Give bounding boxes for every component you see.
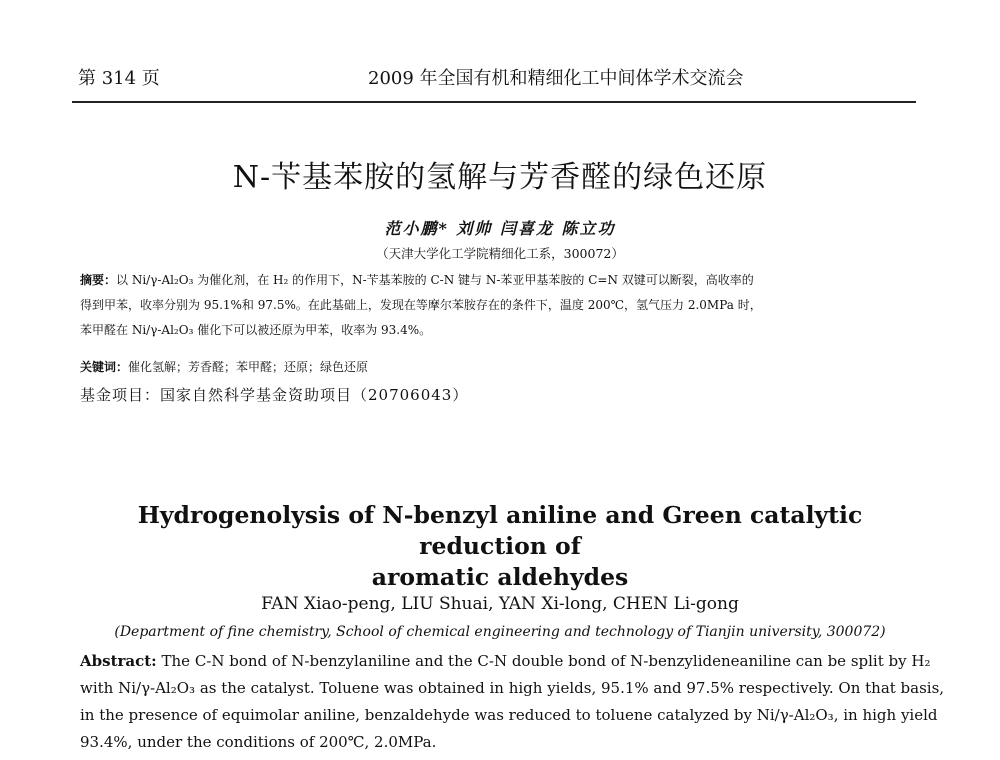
- chinese-abstract-label: 摘要：: [80, 273, 117, 287]
- chinese-abstract-line: 得到甲苯，收率分别为 95.1%和 97.5%。在此基础上，发现在等摩尔苯胺存在的条件下，温度 200℃，氢气压力 2.0MPa 时，: [80, 298, 762, 312]
- chinese-abstract-line: 摘要：以 Ni/γ-Al₂O₃ 为催化剂，在 H₂ 的作用下，N-苄基苯胺的 C-N 键与 N-苯亚甲基苯胺的 C=N 双键可以断裂，高收率的: [80, 273, 754, 287]
- english-affiliation: (Department of fine chemistry, School of chemical engineering and technology of Tianjin university, 300072): [114, 624, 886, 640]
- chinese-title: N-苄基苯胺的氢解与芳香醛的绿色还原: [232, 160, 768, 195]
- page-number: 第 314 页: [78, 68, 160, 89]
- english-abstract-line: Abstract: The C-N bond of N-benzylaniline and the C-N double bond of N-benzylideneaniline can be split by H₂: [80, 652, 931, 670]
- conference-name: 2009 年全国有机和精细化工中间体学术交流会: [368, 68, 744, 89]
- header-rule: [72, 101, 916, 103]
- chinese-abstract: [80, 268, 915, 343]
- keywords-label: 关键词：: [80, 360, 129, 374]
- english-authors: FAN Xiao-peng, LIU Shuai, YAN Xi-long, CHEN Li-gong: [261, 594, 739, 614]
- chinese-affiliation: （天津大学化工学院精细化工系，300072）: [376, 246, 624, 261]
- english-abstract-label: Abstract:: [80, 652, 157, 670]
- fund-statement: 基金项目：国家自然科学基金资助项目（20706043）: [80, 386, 469, 404]
- english-abstract-line: 93.4%, under the conditions of 200℃, 2.0MPa.: [80, 733, 437, 751]
- chinese-keywords: [80, 358, 368, 375]
- keywords-text: 催化氢解；芳香醛；苯甲醛；还原；绿色还原: [128, 360, 369, 374]
- english-abstract-line: in the presence of equimolar aniline, benzaldehyde was reduced to toluene catalyzed by Ni/γ-Al₂O₃, in high yield: [80, 706, 938, 724]
- running-header: [78, 64, 914, 94]
- english-abstract-line: with Ni/γ-Al₂O₃ as the catalyst. Toluene was obtained in high yields, 95.1% and 97.5% respectively. On that basis,: [80, 679, 945, 697]
- english-title: [90, 500, 910, 593]
- english-title-line: Hydrogenolysis of N-benzyl aniline and Green catalytic reduction of: [137, 501, 863, 560]
- english-title-line: aromatic aldehydes: [371, 563, 629, 591]
- chinese-abstract-line: 苯甲醛在 Ni/γ-Al₂O₃ 催化下可以被还原为甲苯，收率为 93.4%。: [80, 323, 432, 337]
- chinese-authors: 范小鹏* 刘帅 闫喜龙 陈立功: [384, 219, 616, 238]
- english-abstract: [80, 648, 945, 756]
